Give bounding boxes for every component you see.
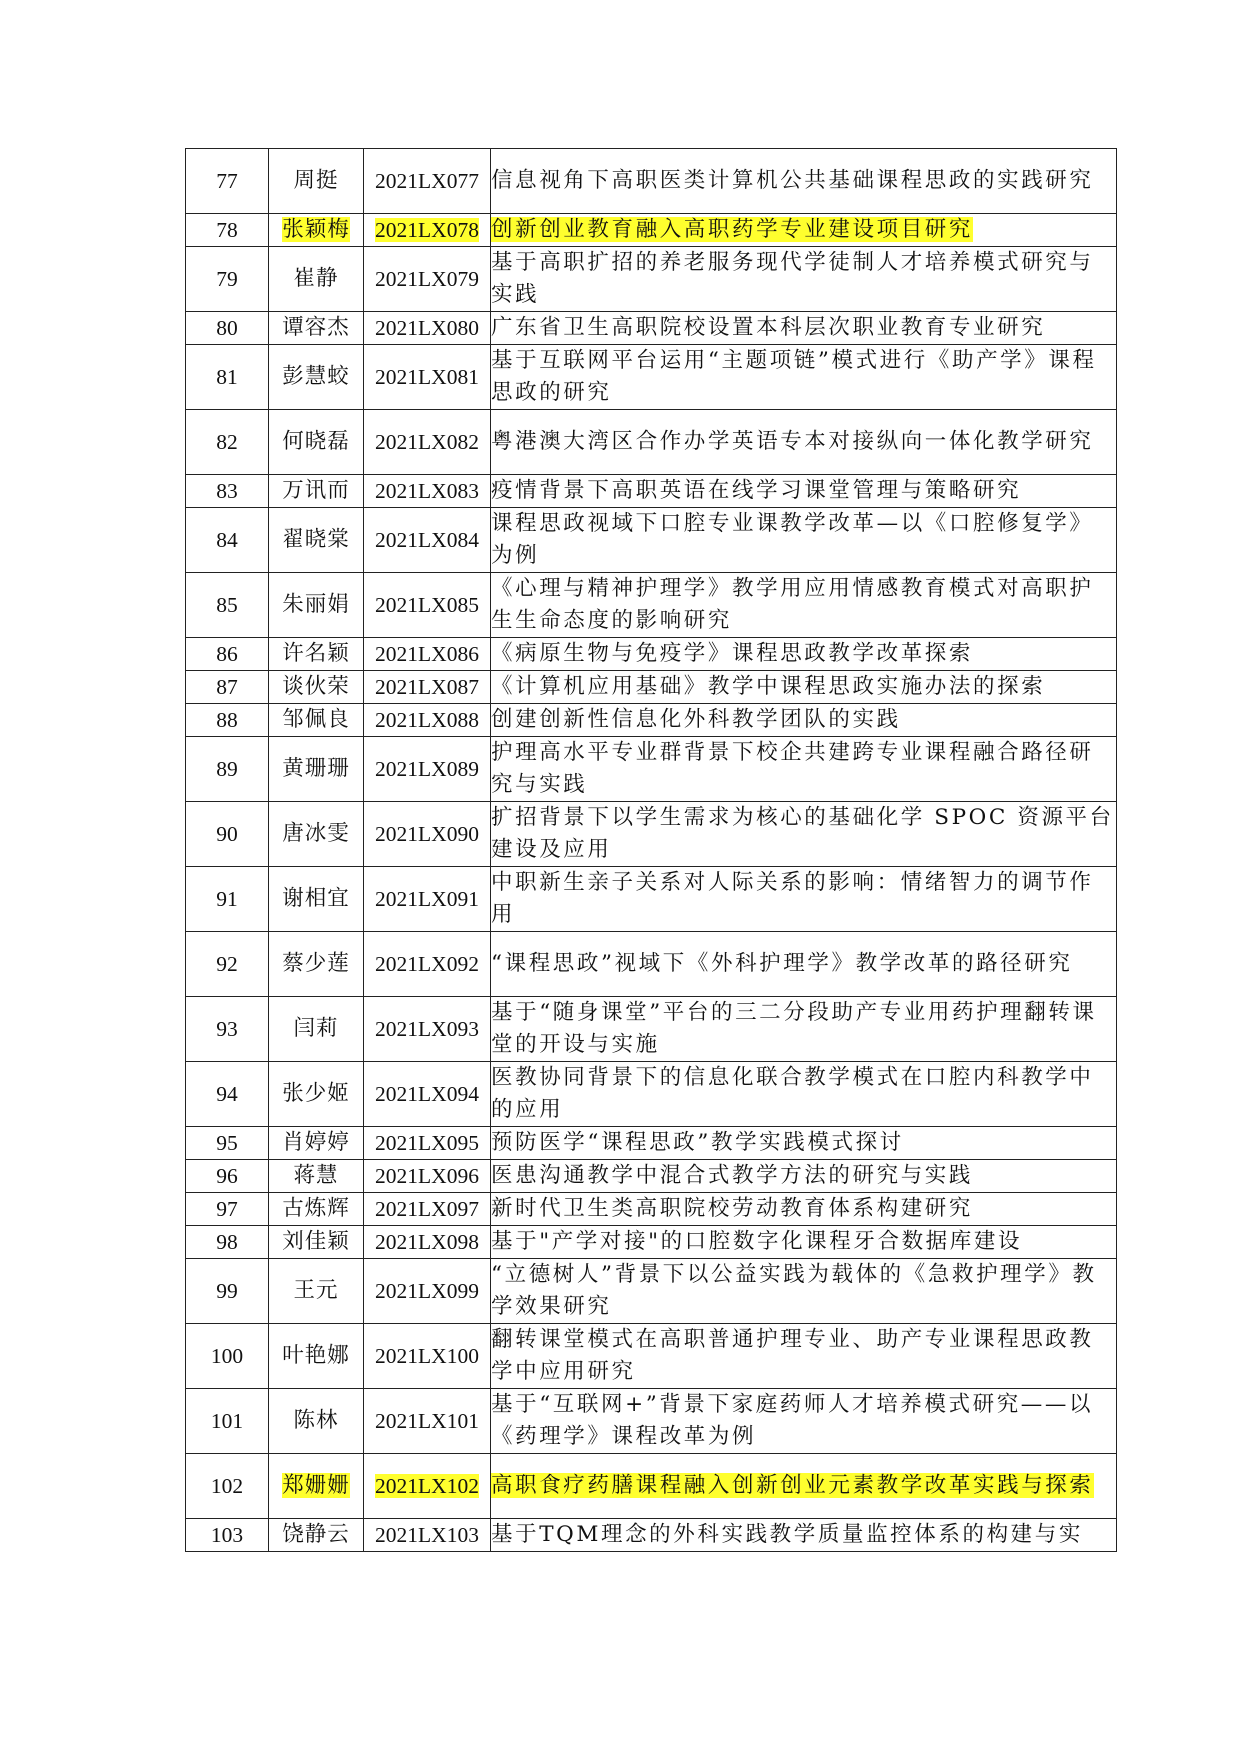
row-title-cell [491,312,1117,345]
row-title: 《计算机应用基础》教学中课程思政实施办法的探索 [491,674,1046,699]
row-title: 创建创新性信息化外科教学团队的实践 [491,707,901,732]
row-code-cell [364,737,491,802]
row-name: 唐冰雯 [282,821,350,846]
row-number: 80 [216,316,238,340]
row-number: 93 [216,1017,238,1041]
row-number: 78 [216,218,238,242]
row-number: 97 [216,1197,238,1221]
row-title-cell [491,638,1117,671]
row-title: 疫情背景下高职英语在线学习课堂管理与策略研究 [491,478,1022,503]
row-number-cell [186,1259,269,1324]
row-name: 谢相宜 [282,886,350,911]
table-row [186,345,1117,410]
row-name-cell [269,1454,364,1519]
row-code: 2021LX103 [375,1523,479,1547]
row-number: 99 [216,1279,238,1303]
row-code-cell [364,345,491,410]
table-row [186,1062,1117,1127]
row-code-cell [364,214,491,247]
row-number: 85 [216,593,238,617]
row-number-cell [186,638,269,671]
row-number: 94 [216,1082,238,1106]
row-title-cell [491,214,1117,247]
row-code-cell [364,410,491,475]
row-number-cell [186,475,269,508]
row-code-cell [364,932,491,997]
row-name: 黄珊珊 [282,756,350,781]
row-code-cell [364,671,491,704]
row-name: 何晓磊 [282,429,350,454]
row-name-cell [269,1062,364,1127]
table-row [186,1389,1117,1454]
row-name: 谭容杰 [282,315,350,340]
row-number: 92 [216,952,238,976]
row-title-cell [491,1454,1117,1519]
row-code-cell [364,1259,491,1324]
row-name-cell [269,149,364,214]
row-code: 2021LX087 [375,675,479,699]
row-code-cell [364,1062,491,1127]
row-title-cell [491,1324,1117,1389]
row-code-cell [364,247,491,312]
row-number-cell [186,573,269,638]
row-title: 基于“互联网+”背景下家庭药师人才培养模式研究——以《药理学》课程改革为例 [491,1392,1094,1449]
row-name-cell [269,997,364,1062]
row-number: 79 [216,267,238,291]
row-number: 88 [216,708,238,732]
row-code-cell [364,508,491,573]
row-name: 刘佳颖 [282,1229,350,1254]
row-code: 2021LX096 [375,1164,479,1188]
row-code-cell [364,704,491,737]
row-code: 2021LX094 [375,1082,479,1106]
row-name: 周挺 [293,168,339,193]
row-number: 98 [216,1230,238,1254]
row-name: 张少姬 [282,1081,350,1106]
table-row [186,1160,1117,1193]
table-row [186,1324,1117,1389]
row-title-cell [491,1160,1117,1193]
row-code-cell [364,1324,491,1389]
row-code-cell [364,1127,491,1160]
row-title: 信息视角下高职医类计算机公共基础课程思政的实践研究 [491,168,1094,193]
row-number-cell [186,997,269,1062]
row-name: 谈伙荣 [282,674,350,699]
row-title-cell [491,932,1117,997]
row-code: 2021LX095 [375,1131,479,1155]
row-number: 91 [216,887,238,911]
row-title-cell [491,1193,1117,1226]
row-name: 崔静 [293,266,339,291]
row-number: 101 [210,1409,244,1433]
row-name: 万讯而 [282,478,350,503]
row-name: 蒋慧 [293,1163,339,1188]
row-title: 翻转课堂模式在高职普通护理专业、助产专业课程思政教学中应用研究 [491,1327,1094,1384]
row-title: 课程思政视域下口腔专业课教学改革—以《口腔修复学》为例 [491,511,1094,568]
row-name: 古炼辉 [282,1196,350,1221]
row-title-cell [491,997,1117,1062]
row-name: 邹佩良 [282,707,350,732]
row-name-cell [269,508,364,573]
row-code: 2021LX084 [375,528,479,552]
row-code: 2021LX097 [375,1197,479,1221]
row-name-cell [269,932,364,997]
row-number-cell [186,1519,269,1552]
row-code-cell [364,997,491,1062]
row-name: 翟晓棠 [282,527,350,552]
row-number-cell [186,1062,269,1127]
row-name-cell [269,410,364,475]
row-title-cell [491,1519,1117,1552]
table-row [186,867,1117,932]
row-code: 2021LX102 [375,1474,479,1498]
table-row [186,737,1117,802]
row-code: 2021LX085 [375,593,479,617]
row-title-cell [491,867,1117,932]
row-title-cell [491,1127,1117,1160]
row-number: 103 [210,1523,244,1547]
row-name-cell [269,1127,364,1160]
row-code: 2021LX077 [375,169,479,193]
row-number-cell [186,345,269,410]
row-title: “课程思政”视域下《外科护理学》教学改革的路径研究 [491,951,1073,976]
row-number: 83 [216,479,238,503]
row-title: 广东省卫生高职院校设置本科层次职业教育专业研究 [491,315,1046,340]
row-name: 彭慧蛟 [282,364,350,389]
row-code-cell [364,802,491,867]
row-number: 77 [216,169,238,193]
row-title: 基于互联网平台运用“主题项链”模式进行《助产学》课程思政的研究 [491,348,1097,405]
row-title-cell [491,149,1117,214]
row-name-cell [269,671,364,704]
row-number-cell [186,214,269,247]
row-code-cell [364,1160,491,1193]
row-title-cell [491,508,1117,573]
row-code: 2021LX089 [375,757,479,781]
row-number-cell [186,737,269,802]
row-title: 新时代卫生类高职院校劳动教育体系构建研究 [491,1196,974,1221]
row-code: 2021LX099 [375,1279,479,1303]
table-row [186,1226,1117,1259]
row-name-cell [269,573,364,638]
table-row [186,573,1117,638]
row-code-cell [364,1193,491,1226]
row-title: 中职新生亲子关系对人际关系的影响：情绪智力的调节作用 [491,870,1094,927]
row-name-cell [269,247,364,312]
row-name-cell [269,1389,364,1454]
row-number: 82 [216,430,238,454]
row-code-cell [364,573,491,638]
row-number-cell [186,1226,269,1259]
row-name: 陈林 [293,1408,339,1433]
row-title: 《心理与精神护理学》教学用应用情感教育模式对高职护生生命态度的影响研究 [491,576,1094,633]
row-name: 闫莉 [293,1016,339,1041]
row-name: 饶静云 [282,1522,350,1547]
table-row [186,1193,1117,1226]
row-title: 《病原生物与免疫学》课程思政教学改革探索 [491,641,974,666]
row-title-cell [491,1389,1117,1454]
row-name-cell [269,214,364,247]
row-code: 2021LX081 [375,365,479,389]
table-row [186,802,1117,867]
row-code: 2021LX100 [375,1344,479,1368]
row-title-cell [491,737,1117,802]
row-code-cell [364,638,491,671]
row-title: 基于“随身课堂”平台的三二分段助产专业用药护理翻转课堂的开设与实施 [491,1000,1097,1057]
row-number-cell [186,1389,269,1454]
row-code-cell [364,475,491,508]
row-number: 86 [216,642,238,666]
row-code-cell [364,149,491,214]
row-code: 2021LX091 [375,887,479,911]
table-row [186,1127,1117,1160]
row-number-cell [186,802,269,867]
row-number-cell [186,671,269,704]
row-number-cell [186,312,269,345]
row-number: 84 [216,528,238,552]
row-title: “立德树人”背景下以公益实践为载体的《急救护理学》教学效果研究 [491,1262,1097,1319]
table-row [186,508,1117,573]
row-name-cell [269,1193,364,1226]
table-row [186,997,1117,1062]
row-number-cell [186,1160,269,1193]
table-row [186,410,1117,475]
row-name-cell [269,475,364,508]
row-title-cell [491,1226,1117,1259]
row-name-cell [269,867,364,932]
row-code-cell [364,312,491,345]
row-name: 朱丽娟 [282,592,350,617]
row-title-cell [491,704,1117,737]
row-code: 2021LX080 [375,316,479,340]
row-title: 护理高水平专业群背景下校企共建跨专业课程融合路径研究与实践 [491,740,1094,797]
row-title-cell [491,410,1117,475]
row-title: 扩招背景下以学生需求为核心的基础化学 SPOC 资源平台建设及应用 [491,805,1114,862]
row-code: 2021LX092 [375,952,479,976]
row-title: 创新创业教育融入高职药学专业建设项目研究 [491,217,974,242]
row-title: 基于TQM理念的外科实践教学质量监控体系的构建与实 [491,1522,1083,1547]
row-name: 叶艳娜 [282,1343,350,1368]
row-code-cell [364,1389,491,1454]
table-row [186,932,1117,997]
table-row [186,312,1117,345]
row-name-cell [269,312,364,345]
row-number-cell [186,410,269,475]
row-code: 2021LX086 [375,642,479,666]
table-body [186,149,1117,1552]
row-number: 81 [216,365,238,389]
row-title-cell [491,1259,1117,1324]
row-title-cell [491,475,1117,508]
row-number-cell [186,932,269,997]
table-row [186,1519,1117,1552]
project-list-table [185,148,1117,1552]
table-row [186,214,1117,247]
row-title-cell [491,345,1117,410]
row-title: 医教协同背景下的信息化联合教学模式在口腔内科教学中的应用 [491,1065,1094,1122]
row-title-cell [491,247,1117,312]
row-name-cell [269,1324,364,1389]
row-number: 100 [210,1344,244,1368]
row-name-cell [269,1160,364,1193]
row-title: 基于"产学对接"的口腔数字化课程牙合数据库建设 [491,1229,1023,1254]
table-row [186,1454,1117,1519]
row-name-cell [269,1226,364,1259]
row-title-cell [491,671,1117,704]
row-number-cell [186,1193,269,1226]
row-number-cell [186,1454,269,1519]
row-number: 90 [216,822,238,846]
row-title-cell [491,573,1117,638]
row-number-cell [186,149,269,214]
table-row [186,1259,1117,1324]
row-name-cell [269,737,364,802]
row-code: 2021LX079 [375,267,479,291]
row-code: 2021LX078 [375,218,479,242]
row-name: 张颖梅 [282,217,350,242]
row-code-cell [364,1519,491,1552]
row-code: 2021LX083 [375,479,479,503]
table-row [186,475,1117,508]
row-title: 预防医学“课程思政”教学实践模式探讨 [491,1130,904,1155]
row-name: 郑姗姗 [282,1473,350,1498]
row-name-cell [269,1259,364,1324]
row-title: 高职食疗药膳课程融入创新创业元素教学改革实践与探索 [491,1473,1094,1498]
table-row [186,671,1117,704]
row-number-cell [186,704,269,737]
row-number: 96 [216,1164,238,1188]
row-title-cell [491,802,1117,867]
row-code: 2021LX101 [375,1409,479,1433]
row-title: 粤港澳大湾区合作办学英语专本对接纵向一体化教学研究 [491,429,1094,454]
row-number-cell [186,247,269,312]
row-name-cell [269,638,364,671]
row-code: 2021LX088 [375,708,479,732]
table-row [186,704,1117,737]
row-number: 89 [216,757,238,781]
row-number: 95 [216,1131,238,1155]
row-number: 102 [210,1474,244,1498]
row-name-cell [269,345,364,410]
row-number-cell [186,508,269,573]
row-code-cell [364,1454,491,1519]
table-row [186,638,1117,671]
row-number-cell [186,1324,269,1389]
row-title: 医患沟通教学中混合式教学方法的研究与实践 [491,1163,974,1188]
table-row [186,149,1117,214]
row-code-cell [364,1226,491,1259]
row-title: 基于高职扩招的养老服务现代学徒制人才培养模式研究与实践 [491,250,1094,307]
row-title-cell [491,1062,1117,1127]
row-code: 2021LX093 [375,1017,479,1041]
row-name: 王元 [293,1278,339,1303]
row-name: 肖婷婷 [282,1130,350,1155]
row-name-cell [269,704,364,737]
row-code: 2021LX082 [375,430,479,454]
row-name: 许名颖 [282,641,350,666]
table-row [186,247,1117,312]
row-number-cell [186,1127,269,1160]
row-code-cell [364,867,491,932]
row-name-cell [269,802,364,867]
row-name: 蔡少莲 [282,951,350,976]
row-name-cell [269,1519,364,1552]
row-number-cell [186,867,269,932]
row-code: 2021LX098 [375,1230,479,1254]
row-code: 2021LX090 [375,822,479,846]
row-number: 87 [216,675,238,699]
